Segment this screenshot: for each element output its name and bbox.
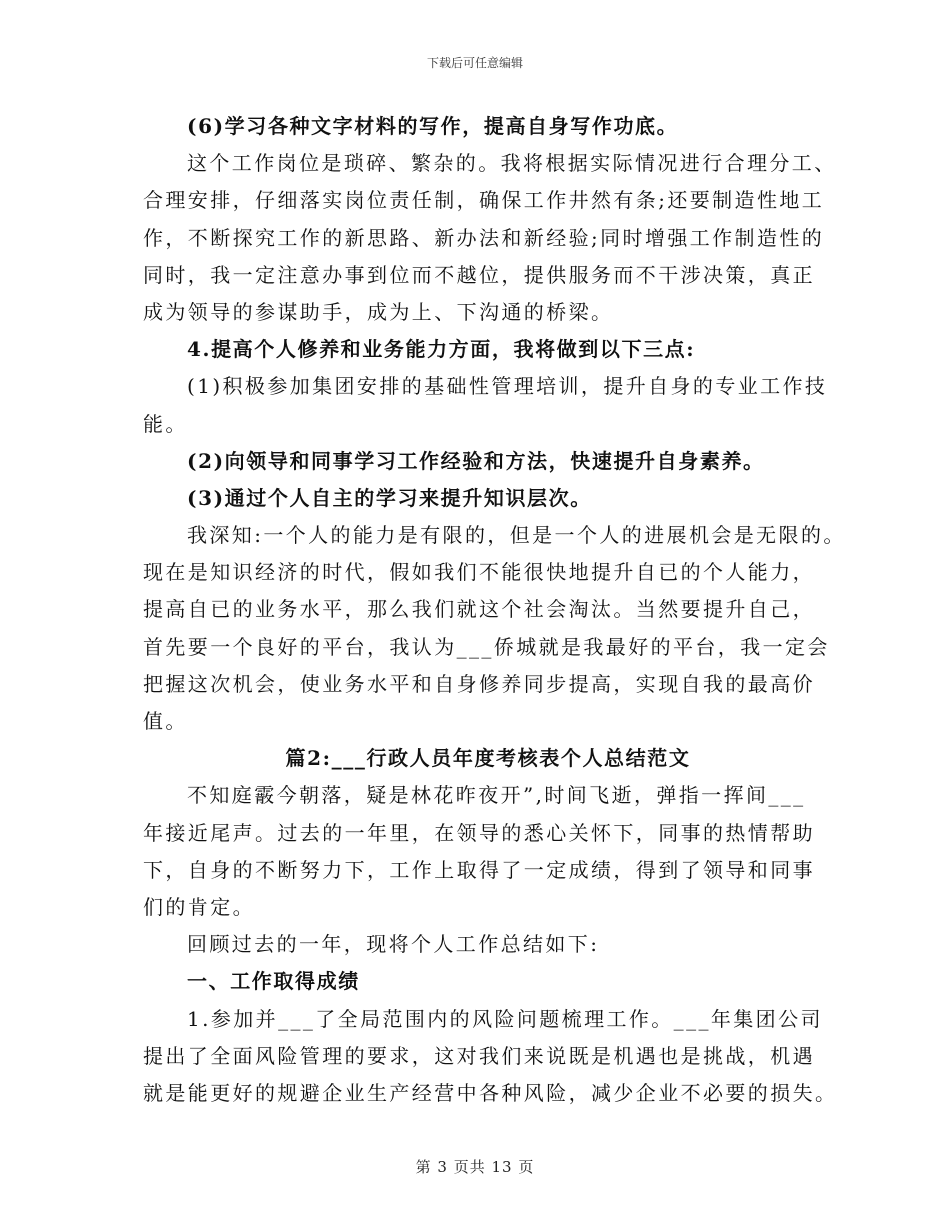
- paragraph-line: 1.参加并___了全局范围内的风险问题梳理工作。___年集团公司: [187, 1006, 823, 1031]
- paragraph-line: 成为领导的参谋助手，成为上、下沟通的桥梁。: [143, 299, 614, 324]
- paragraph-line: 们的肯定。: [143, 894, 255, 919]
- paragraph-line: 下，自身的不断努力下，工作上取得了一定成绩，得到了领导和同事: [143, 857, 815, 882]
- header-note: 下载后可任意编辑: [426, 56, 523, 70]
- paragraph-line: 我深知:一个人的能力是有限的，但是一个人的进展机会是无限的。: [187, 523, 846, 548]
- section-heading-4: 4.提高个人修养和业务能力方面，我将做到以下三点:: [187, 337, 696, 362]
- paragraph-line: 合理安排，仔细落实岗位责任制，确保工作井然有条;还要制造性地工: [143, 188, 825, 213]
- paragraph-line: 首先要一个良好的平台，我认为___侨城就是我最好的平台，我一定会: [143, 634, 830, 659]
- list-item-2: (2)向领导和同事学习工作经验和方法，快速提升自身素养。: [187, 448, 765, 473]
- document-body: [143, 108, 846, 1112]
- paragraph-line: 同时，我一定注意办事到位而不越位，提供服务而不干涉决策，真正: [143, 262, 815, 287]
- list-item-3: (3)通过个人自主的学习来提升知识层次。: [187, 485, 592, 510]
- paragraph-line: 提出了全面风险管理的要求，这对我们来说既是机遇也是挑战，机遇: [143, 1043, 815, 1068]
- list-item-6: (6)学习各种文字材料的写作，提高自身写作功底。: [187, 114, 679, 138]
- paragraph-line: 能。: [143, 411, 188, 436]
- paragraph-line: 提高自已的业务水平，那么我们就这个社会淘汰。当然要提升自己，: [143, 597, 815, 622]
- paragraph-line: 年接近尾声。过去的一年里，在领导的悉心关怀下，同事的热情帮助: [143, 820, 815, 845]
- list-item-1: (1)积极参加集团安排的基础性管理培训，提升自身的专业工作技: [187, 374, 828, 399]
- page-number: 第 3 页共 13 页: [415, 1158, 535, 1176]
- paragraph-line: 现在是知识经济的时代，假如我们不能很快地提升自已的个人能力，: [143, 560, 815, 585]
- paragraph-line: 值。: [143, 709, 188, 733]
- paragraph-line: 回顾过去的一年，现将个人工作总结如下:: [187, 932, 600, 957]
- paragraph-line: 就是能更好的规避企业生产经营中各种风险，减少企业不必要的损失。: [143, 1080, 838, 1105]
- paragraph-line: 把握这次机会，使业务水平和自身修养同步提高，实现自我的最高价: [143, 671, 815, 696]
- paragraph-line: 这个工作岗位是琐碎、繁杂的。我将根据实际情况进行合理分工、: [187, 151, 837, 176]
- paragraph-line: 作，不断探究工作的新思路、新办法和新经验;同时增强工作制造性的: [143, 225, 825, 250]
- section-heading-1: 一、工作取得成绩: [187, 969, 360, 994]
- paragraph-line: 不知庭霰今朝落，疑是林花昨夜开”,时间飞逝，弹指一挥间___: [187, 783, 806, 808]
- article-title: 篇2:___行政人员年度考核表个人总结范文: [285, 746, 691, 771]
